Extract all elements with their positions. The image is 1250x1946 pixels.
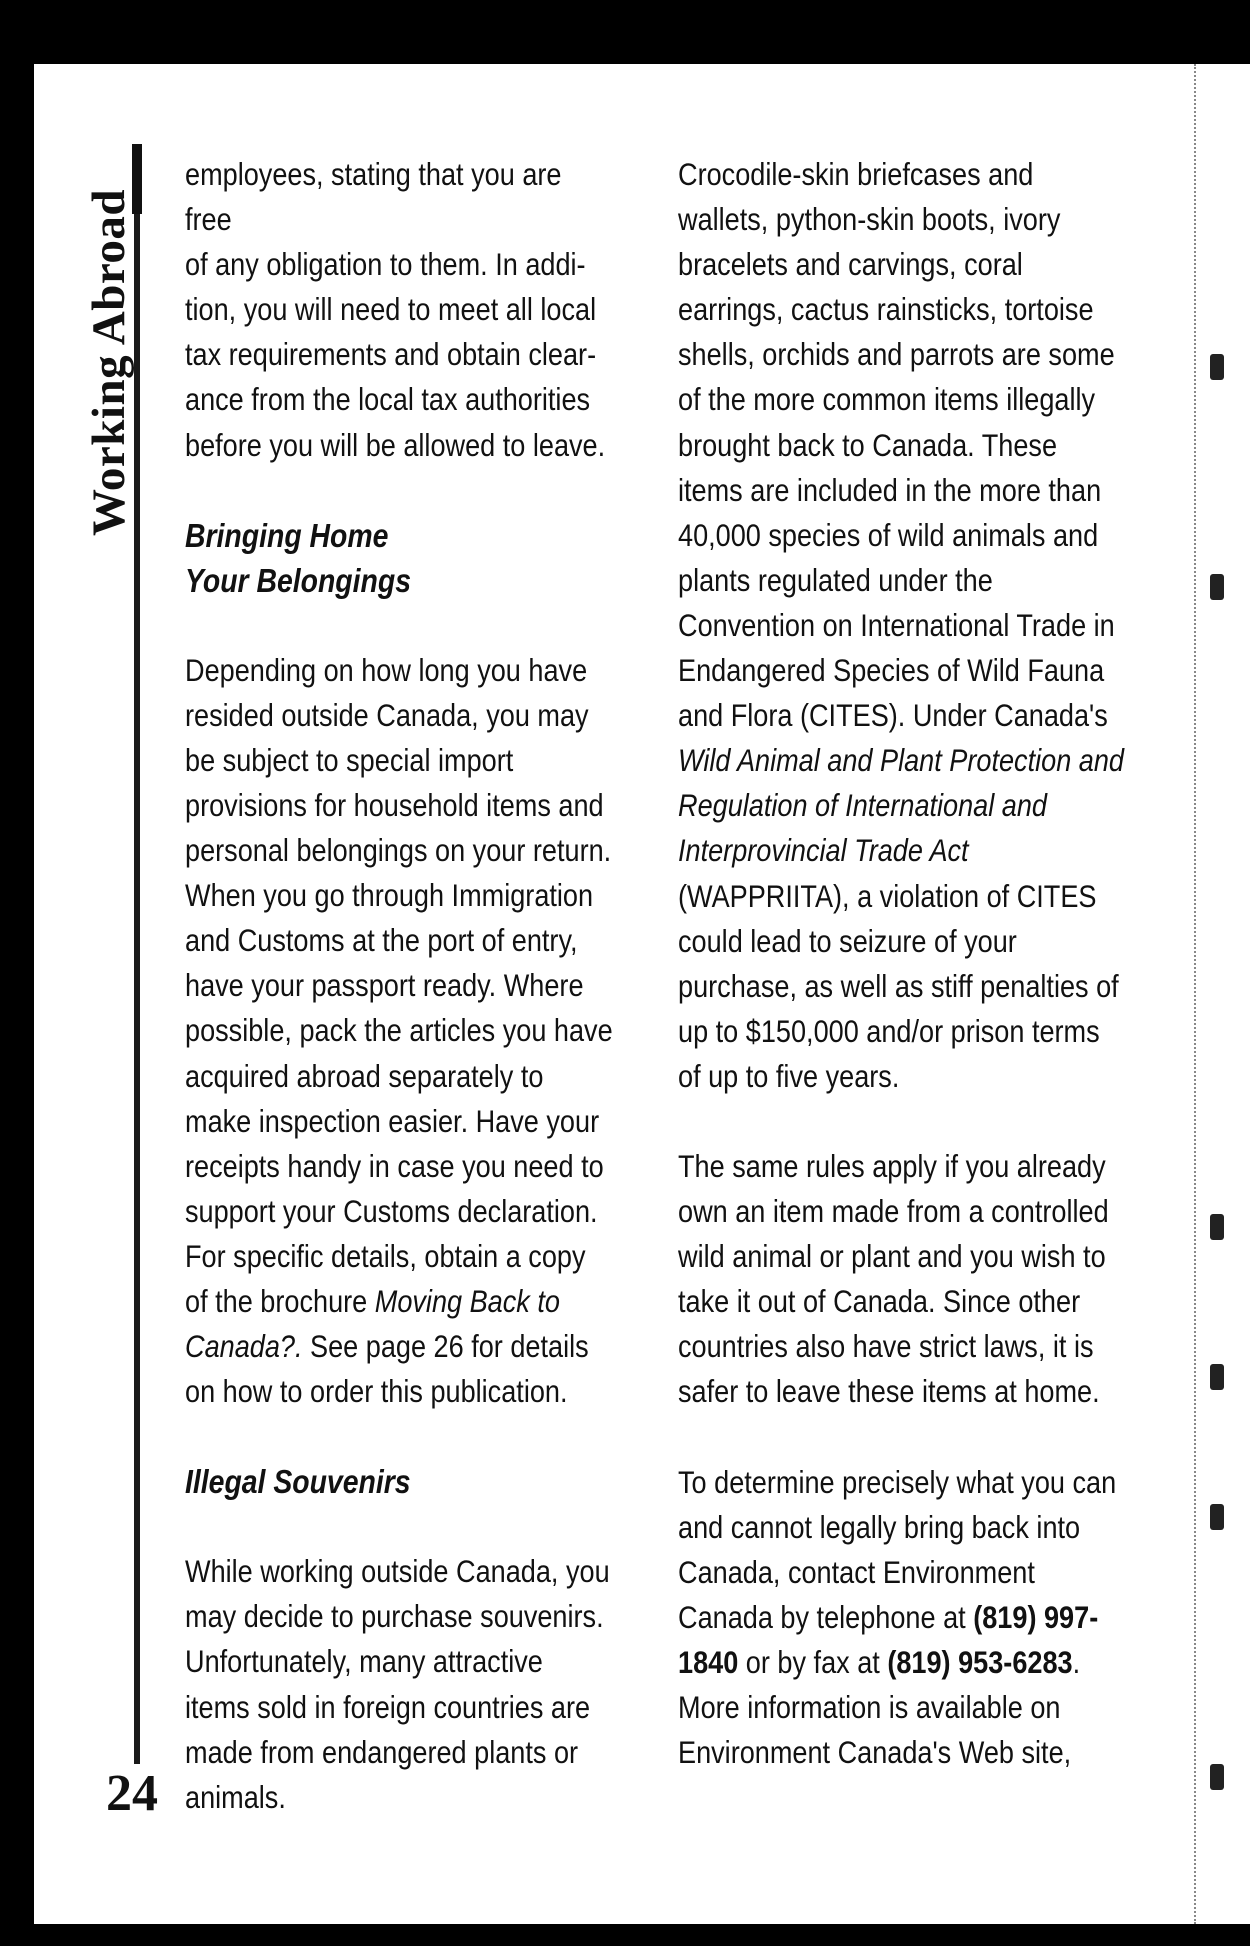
right-column: [678, 152, 1125, 1775]
souvenirs-paragraph: While working outside Canada, you may decide to purchase souvenirs. Unfortunately, many attractive items sold in foreign countries are made from endangered plants or animals.: [185, 1553, 610, 1815]
page-number: 24: [106, 1765, 158, 1822]
intro-line: tax requirements and obtain clear-: [185, 336, 597, 373]
scan-artifact: [1210, 1764, 1224, 1790]
intro-line: before you will be allowed to leave.: [185, 426, 606, 463]
document-page: [34, 64, 1250, 1924]
contact-paragraph: To determine precisely what you can and cannot legally bring back into Canada, contact Environment Canada by telephone at (819) 997-1840 or by fax at (819) 953-6283. More information is available on Environment Canada's Web site,: [678, 1463, 1117, 1771]
scan-artifact: [1210, 1504, 1224, 1530]
act-title: Wild Animal and Plant Protection and Regulation of International and Interprovincial Trade Act: [678, 742, 1124, 869]
scan-artifact: [1210, 354, 1224, 380]
brochure-title: Moving Back to Canada?.: [185, 1282, 560, 1365]
intro-line: of any obligation to them. In addi-: [185, 246, 586, 283]
belongings-paragraph: Depending on how long you have resided outside Canada, you may be subject to special import provisions for household items and personal belongings on your return. When you go through Immigration and Customs at the port of entry, have your passport ready. Where possible, pack the articles you have acquired abroad separately to make inspection easier. Have your receipts handy in case you need to support your Customs declaration. For specific details, obtain a copy of the brochure Moving Back to Canada?. See page 26 for details on how to order this publication.: [185, 651, 613, 1410]
intro-paragraph: [185, 152, 615, 468]
intro-line: tion, you will need to meet all local: [185, 291, 597, 328]
same-rules-paragraph: The same rules apply if you already own an item made from a controlled wild animal or plant and you wish to take it out of Canada. Since other countries also have strict laws, it is safer to leave these items at home.: [678, 1147, 1109, 1410]
heading-bringing-home: Bringing Home Your Belongings: [185, 516, 411, 599]
intro-line: ance from the local tax authorities: [185, 381, 591, 418]
phone-number: (819) 997-1840: [678, 1598, 1099, 1680]
cites-paragraph: Crocodile-skin briefcases and wallets, python-skin boots, ivory bracelets and carvings, coral earrings, cactus rainsticks, tortoise shells, orchids and parrots are some of the more common items illegally brought back to Canada. These items are included in the more than 40,000 species of wild animals and plants regulated under the Convention on International Trade in Endangered Species of Wild Fauna and Flora (CITES). Under Canada's Wild Animal and Plant Protection and Regulation of International and Interprovincial Trade Act (WAPPRIITA), a violation of CITES could lead to seizure of your purchase, as well as stiff penalties of up to $150,000 and/or prison terms of up to five years.: [678, 156, 1124, 1094]
running-head: Working Abroad: [83, 189, 135, 536]
adjacent-page-edge: [1194, 64, 1250, 1924]
heading-illegal-souvenirs: Illegal Souvenirs: [185, 1463, 411, 1501]
intro-line: employees, stating that you are free: [185, 156, 562, 238]
scan-artifact: [1210, 1214, 1224, 1240]
left-column: [185, 152, 615, 1820]
scan-artifact: [1210, 574, 1224, 600]
fax-number: (819) 953-6283: [887, 1643, 1073, 1680]
scan-artifact: [1210, 1364, 1224, 1390]
